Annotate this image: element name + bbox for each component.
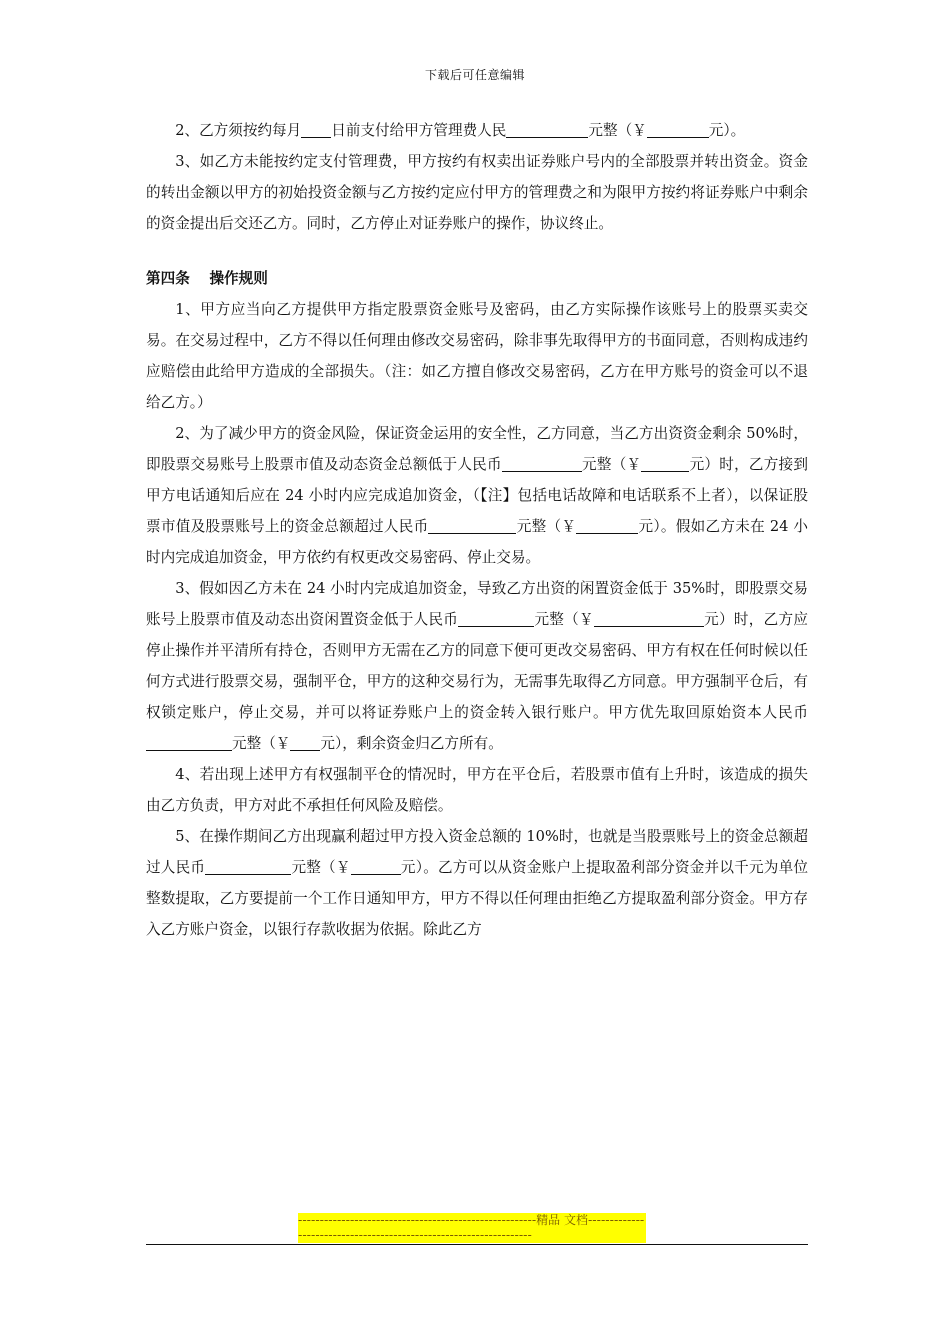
clause-4-4: 4、若出现上述甲方有权强制平仓的情况时，甲方在平仓后，若股票市值有上升时，该造成的损失由乙方负责，甲方对此不承担任何风险及赔偿。	[146, 766, 808, 814]
clause-4-2: 2、为了减少甲方的资金风险，保证资金运用的安全性，乙方同意，当乙方出资资金剩余 50%时，即股票交易账号上股票市值及动态资金总额低于人民币 元整（￥ 元）时，乙方接到甲方电话通知后应在 24 小时内应完成追加资金，（【注】包括电话故障和电话联系不上者），以保证股票市值及股票账号上的资金总额超过人民币 元整（￥ 元）。假如乙方未在 24 小时内完成追加资金，甲方依约有权更改交易密码、停止交易。	[146, 425, 808, 566]
blank-field	[594, 611, 704, 627]
blank-field	[458, 611, 534, 627]
blank-field	[647, 122, 709, 138]
blank-field	[290, 735, 320, 751]
blank-field	[502, 456, 582, 472]
blank-field	[576, 518, 638, 534]
section-heading: 第四条 操作规则	[146, 270, 268, 287]
page-header: 下载后可任意编辑	[424, 68, 525, 82]
footer-divider	[146, 1244, 808, 1245]
blank-field	[301, 122, 331, 138]
clause-4-3: 3、假如因乙方未在 24 小时内完成追加资金，导致乙方出资的闲置资金低于 35%时，即股票交易账号上股票市值及动态出资闲置资金低于人民币 元整（￥ 元）时，乙方应停止操作并平清所有持仓，否则甲方无需在乙方的同意下便可更改交易密码、甲方有权在任何时候以任何方式进行股票交易，强制平仓，甲方的这种交易行为，无需事先取得乙方同意。甲方强制平仓后，有权锁定账户，停止交易，并可以将证券账户上的资金转入银行账户。甲方优先取回原始资本人民币元整（￥ 元），剩余资金归乙方所有。	[146, 580, 808, 752]
clause-3-2: 2、乙方须按约每月 日前支付给甲方管理费人民 元整（￥ 元）。	[175, 122, 746, 139]
blank-field	[205, 859, 291, 875]
footer-watermark: -------------------------------------------------------精品 文档-------------------------------------------------------------------	[298, 1213, 645, 1242]
clause-4-5: 5、在操作期间乙方出现赢利超过甲方投入资金总额的 10%时，也就是当股票账号上的资金总额超过人民币 元整（￥ 元）。乙方可以从资金账户上提取盈利部分资金并以千元为单位整数提取，乙方要提前一个工作日通知甲方，甲方不得以任何理由拒绝乙方提取盈利部分资金。甲方存入乙方账户资金，以银行存款收据为依据。除此乙方	[146, 828, 808, 938]
blank-field	[351, 859, 401, 875]
document-body	[146, 115, 808, 945]
clause-3-3: 3、如乙方未能按约定支付管理费，甲方按约有权卖出证券账户号内的全部股票并转出资金。资金的转出金额以甲方的初始投资金额与乙方按约定应付甲方的管理费之和为限甲方按约将证券账户中剩余的资金提出后交还乙方。同时，乙方停止对证券账户的操作，协议终止。	[146, 153, 808, 232]
blank-field	[506, 122, 588, 138]
clause-4-1: 1、甲方应当向乙方提供甲方指定股票资金账号及密码，由乙方实际操作该账号上的股票买卖交易。在交易过程中，乙方不得以任何理由修改交易密码，除非事先取得甲方的书面同意，否则构成违约应赔偿由此给甲方造成的全部损失。（注：如乙方擅自修改交易密码，乙方在甲方账号的资金可以不退给乙方。）	[146, 301, 808, 411]
blank-field	[641, 456, 689, 472]
blank-field	[146, 735, 232, 751]
blank-field	[428, 518, 516, 534]
